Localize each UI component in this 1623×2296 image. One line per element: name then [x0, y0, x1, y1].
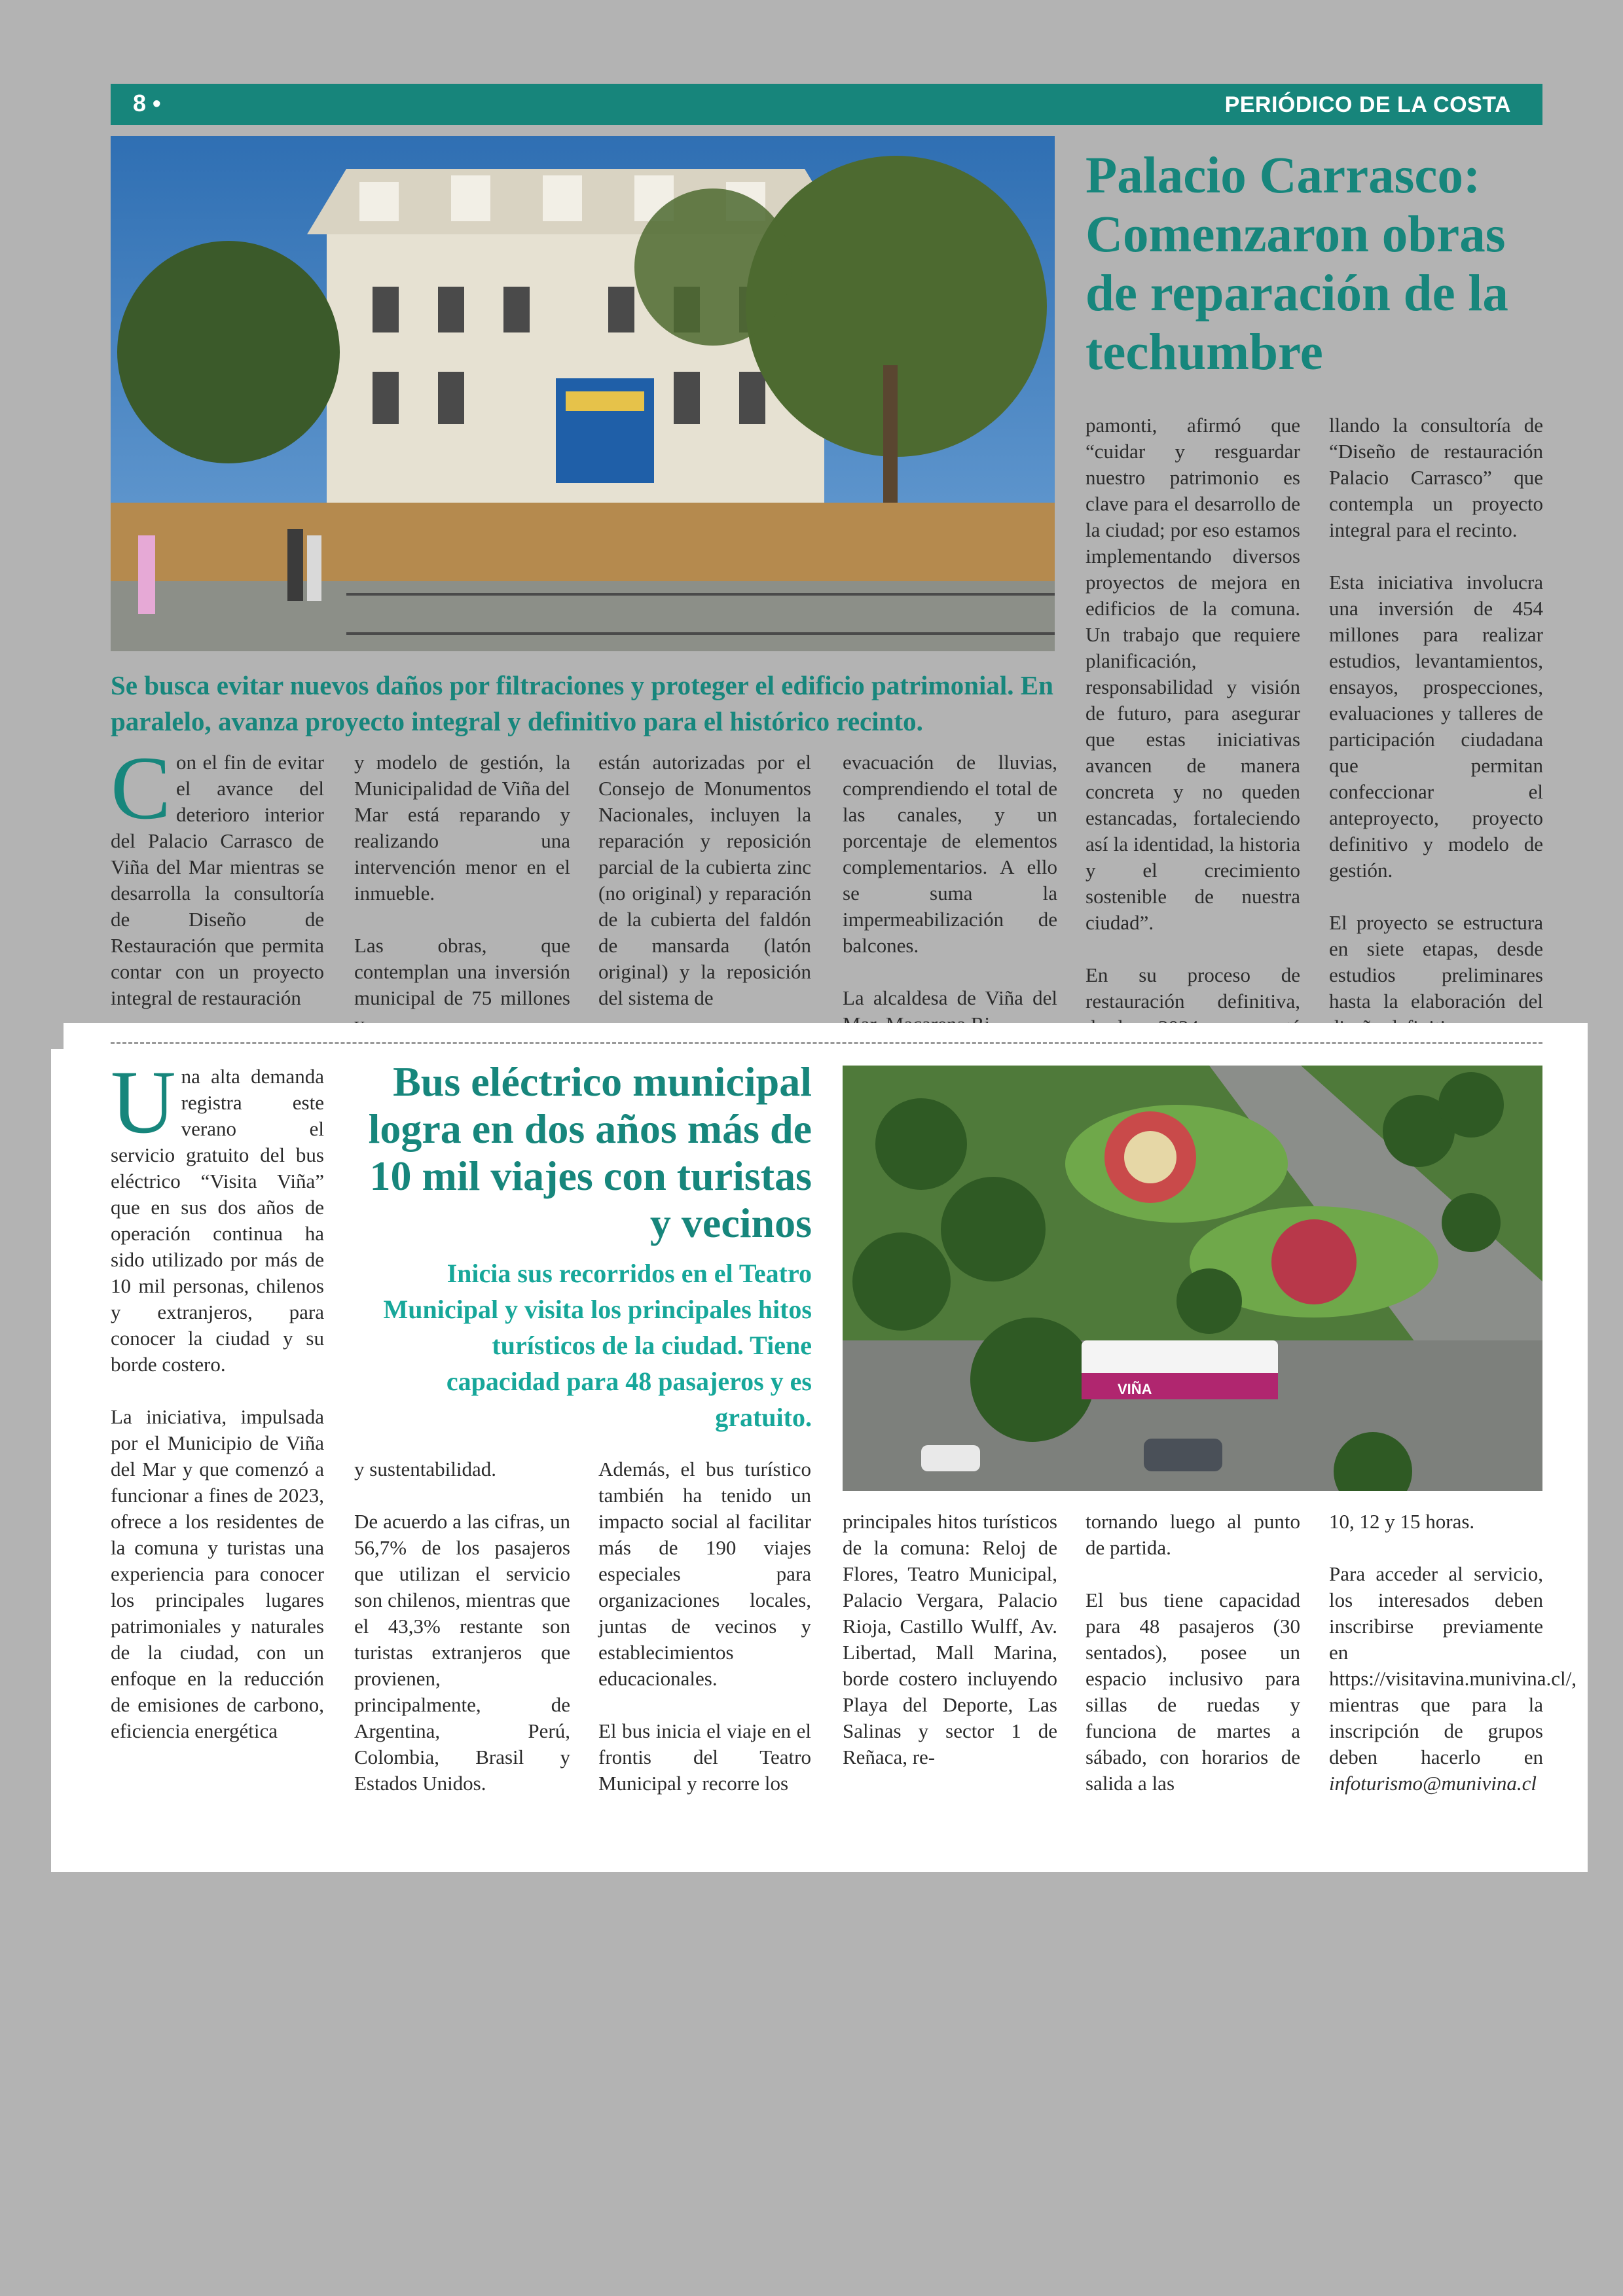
- article2-col-1: [111, 1052, 324, 1744]
- article1-col2-p2: Las obras, que contemplan una inversión municipal de 75 millones: [354, 934, 570, 1009]
- article2-col2-p1: y sustentabilidad.: [354, 1458, 496, 1480]
- article2-col-6: [1329, 1509, 1577, 1797]
- article1-col4-p1: evacuación de lluvias, comprendiendo el total de las canales, y un porcentaje de elementos complementarios. A ello se suma la impermeabilización de balcones.: [843, 751, 1057, 957]
- article1-col6-p2: Esta iniciativa involucra una inversión de 454 millones para realizar estudios, levantamientos, ensayos, prospecciones, evaluaciones y talleres de participación ciudadana que permitan confeccionar el anteproyecto, proyecto definitivo y modelo de gestión.: [1329, 571, 1543, 882]
- article1-col-4: [843, 749, 1057, 1037]
- article1-col2-p1: y modelo de gestión, la Municipalidad de Viña del Mar está reparando y realizando una intervención menor en el inmueble.: [354, 751, 570, 905]
- contact-email[interactable]: infoturismo@munivina.cl: [1329, 1772, 1537, 1795]
- publication-name: PERIÓDICO DE LA COSTA: [1224, 92, 1511, 117]
- palacio-carrasco-photo: [111, 136, 1055, 651]
- article2-col5-p2: El bus tiene capacidad para 48 pasajeros (30 sentados), posee un espacio inclusivo para sillas de ruedas y funciona de martes a sábado, con horarios de salida a las: [1085, 1588, 1300, 1795]
- article1-col5-p1: pamonti, afirmó que “cuidar y resguardar nuestro patrimonio es clave para el desarrollo de la ciudad; por eso estamos implementando diversos proyectos de mejora en edificios de la comuna. Un trabajo que requiere planificación, responsabilidad y visión de futuro, para asegurar que estas iniciativas avancen de manera concreta y no queden estancadas, fortaleciendo así la identidad, la historia y el crecimiento sostenible de nuestra ciudad”.: [1085, 414, 1300, 934]
- article1-col-2: [354, 749, 570, 1037]
- article2-box-notch: [51, 1023, 64, 1049]
- article1-col-3: [598, 749, 811, 1011]
- article1-col-1: [111, 738, 324, 1011]
- article2-col6-p1: 10, 12 y 15 horas.: [1329, 1510, 1475, 1533]
- article2-col2-p2: De acuerdo a las cifras, un 56,7% de los pasajeros que utilizan el servicio son chilenos, mientras que el 43,3% restante son turistas extranjeros que provienen, principalmente, de Argentina, Perú, Colombia, Brasil y Estados Unidos.: [354, 1510, 570, 1795]
- article1-dropcap: C: [111, 738, 172, 838]
- article2-headline: Bus eléctrico municipal logra en dos años más de 10 mil viajes con turistas y vecinos: [368, 1058, 812, 1246]
- article1-col4-p2: La alcaldesa de Viña del: [843, 986, 1057, 1009]
- article2-dropcap: U: [111, 1052, 176, 1152]
- article1-subtitle: Se busca evitar nuevos daños por filtraciones y proteger el edificio patrimonial. En paralelo, avanza proyecto integral y definitivo para el histórico recinto.: [111, 670, 1053, 736]
- article2-col3-p1: Además, el bus turístico también ha tenido un impacto social al facilitar más de 190 viajes especiales para organizaciones locales, juntas de vecinos y establecimientos educacionales.: [598, 1458, 811, 1690]
- article2-col-2: [354, 1456, 570, 1797]
- article2-subtitle: Inicia sus recorridos en el Teatro Municipal y visita los principales hitos turísticos de la ciudad. Tiene capacidad para 48 pasajeros y es gratuito.: [383, 1259, 812, 1432]
- article1-col6-p3: El proyecto se estructura en siete etapas, desde estudios preliminares hasta la elaboración del: [1329, 911, 1543, 1013]
- article2-col5-p1: tornando luego al punto de partida.: [1085, 1510, 1300, 1559]
- article2-col3-p2: El bus inicia el viaje en el frontis del Teatro Municipal y recorre los: [598, 1719, 811, 1795]
- page-number: 8 •: [133, 90, 161, 117]
- article1-headline: Palacio Carrasco: Comenzaron obras de reparación de la techumbre: [1085, 147, 1508, 381]
- article2-col4-text: principales hitos turísticos de la comuna: Reloj de Flores, Teatro Municipal, Palacio Vergara, Palacio Rioja, Castillo Wulff, Av. Libertad, Mall Marina, borde costero incluyendo Playa del Deporte, Las Salinas y sector 1 de Reñaca, re-: [843, 1510, 1057, 1768]
- article2-col6-p2: Para acceder al servicio, los interesados deben inscribirse previamente en https://visitavina.munivina.cl/, mientras que para la inscripción de grupos deben hacerlo en: [1329, 1562, 1577, 1768]
- page-header-bar: [111, 84, 1542, 125]
- section-divider: [111, 1042, 1542, 1044]
- article1-col-6: [1329, 412, 1543, 1041]
- bus-label: VIÑA: [1118, 1381, 1152, 1397]
- article2-col-5: [1085, 1509, 1300, 1797]
- article2-col-3: [598, 1456, 811, 1797]
- article1-col1-text: on el fin de evitar el avance del deterioro interior del Palacio Carrasco de Viña del Mar mientras se desarrolla la consultoría de Diseño de Restauración que permita contar con un proyecto integral de restauración: [111, 751, 324, 1009]
- article1-col3-text: están autorizadas por el Consejo de Monumentos Nacionales, incluyen la reparación y reposición parcial de la cubierta zinc (no original) y reparación de la cubierta del faldón de mansarda (latón original) y la reposición del sistema de: [598, 751, 811, 1009]
- reloj-de-flores-photo: [843, 1066, 1542, 1491]
- article1-col6-p1: llando la consultoría de “Diseño de restauración Palacio Carrasco” que contempla un proyecto integral para el recinto.: [1329, 414, 1543, 541]
- palacio-carrasco-illustration: [111, 136, 1055, 651]
- article2-col1-p2: La iniciativa, impulsada por el Municipio de Viña del Mar y que comenzó a funcionar a fines de 2023, ofrece a los residentes de la comuna y turistas una experiencia para conocer los principales lugares patrimoniales y naturales de la ciudad, con un enfoque en la reducción de emisiones de carbono, eficiencia energética: [111, 1405, 324, 1742]
- article2-col1-p1: na alta demanda registra este verano el servicio gratuito del bus eléctrico “Visita Viña” que en sus dos años de operación continua ha sido utilizado por más de 10 mil personas, chilenos y extranjeros, para conocer la ciudad y su borde costero.: [111, 1065, 324, 1376]
- article2-col-4: [843, 1509, 1057, 1770]
- article1-col5-p2: En su proceso de restauración definitiva,: [1085, 963, 1300, 1013]
- article1-col-5: [1085, 412, 1300, 1067]
- reloj-de-flores-illustration: [843, 1066, 1542, 1491]
